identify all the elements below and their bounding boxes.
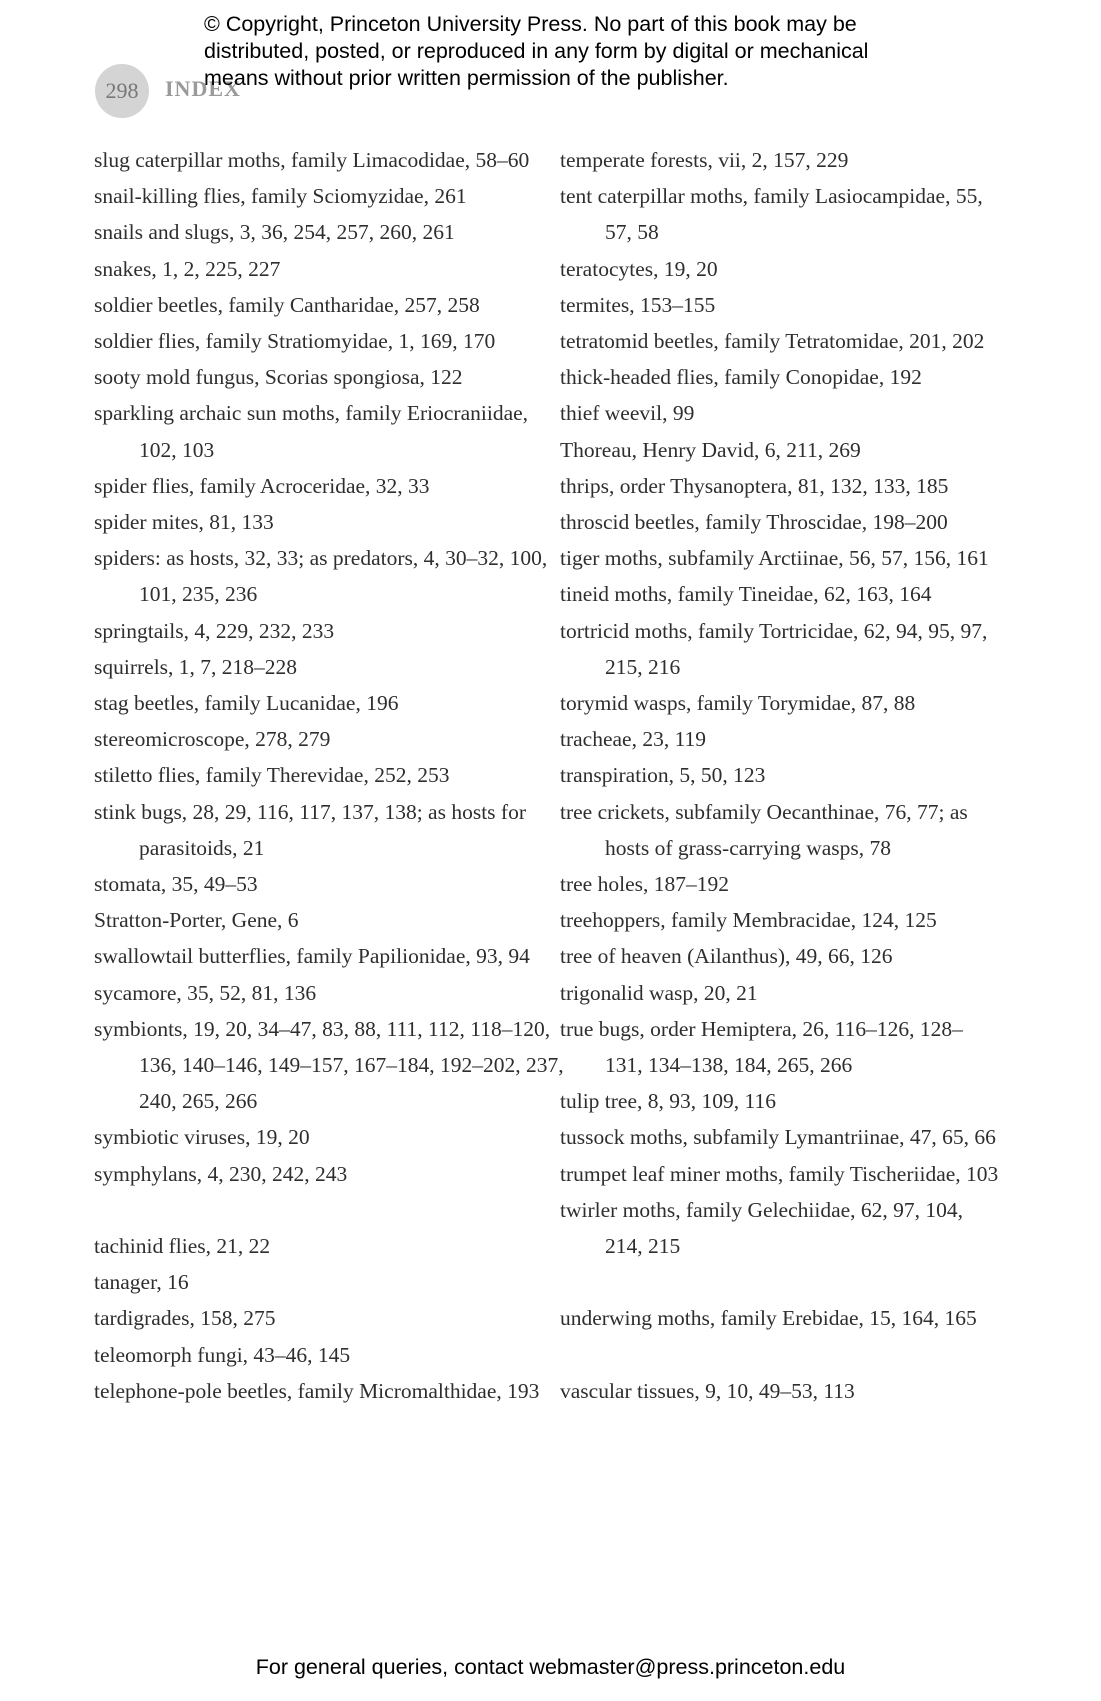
index-entry: squirrels, 1, 7, 218–228	[94, 654, 298, 679]
index-entry: trigonalid wasp, 20, 21	[560, 980, 758, 1005]
index-entry: tussock moths, subfamily Lymantriinae, 47, 65, 66	[560, 1125, 996, 1150]
index-entry: tanager, 16	[94, 1270, 189, 1295]
index-entry: symphylans, 4, 230, 242, 243	[94, 1161, 348, 1186]
index-entry: stag beetles, family Lucanidae, 196	[94, 691, 399, 716]
index-entry: tree holes, 187–192	[560, 872, 729, 897]
index-entry: tineid moths, family Tineidae, 62, 163, 164	[560, 582, 932, 607]
index-entry: symbiotic viruses, 19, 20	[94, 1125, 310, 1150]
index-entry: stomata, 35, 49–53	[94, 872, 258, 897]
index-entry: treehoppers, family Membracidae, 124, 125	[560, 908, 937, 933]
index-entry: tiger moths, subfamily Arctiinae, 56, 57, 156, 161	[560, 546, 989, 571]
index-entry: soldier beetles, family Cantharidae, 257, 258	[94, 292, 480, 317]
index-entry: sooty mold fungus, Scorias spongiosa, 122	[94, 365, 463, 390]
index-entry: spiders: as hosts, 32, 33; as predators, 4, 30–32, 100, 101, 235, 236	[94, 546, 548, 607]
index-entry: springtails, 4, 229, 232, 233	[94, 618, 335, 643]
index-entry: slug caterpillar moths, family Limacodidae, 58–60	[94, 148, 530, 172]
index-entry: teratocytes, 19, 20	[560, 256, 718, 281]
index-entry: tachinid flies, 21, 22	[94, 1234, 271, 1259]
index-entry: swallowtail butterflies, family Papilionidae, 93, 94	[94, 944, 530, 969]
index-entry: sparkling archaic sun moths, family Eriocraniidae, 102, 103	[94, 401, 529, 462]
index-entry: termites, 153–155	[560, 292, 716, 317]
index-entry: soldier flies, family Stratiomyidae, 1, 169, 170	[94, 329, 496, 354]
index-entry: tent caterpillar moths, family Lasiocampidae, 55, 57, 58	[560, 184, 983, 245]
index-entry: symbionts, 19, 20, 34–47, 83, 88, 111, 112, 118–120, 136, 140–146, 149–157, 167–184, 192–202, 237, 240, 265, 266	[94, 1016, 564, 1114]
index-entry: tree crickets, subfamily Oecanthinae, 76, 77; as hosts of grass-carrying wasps, 78	[560, 799, 968, 860]
index-entry: snail-killing flies, family Sciomyzidae, 261	[94, 184, 467, 209]
index-entry: torymid wasps, family Torymidae, 87, 88	[560, 691, 916, 716]
index-entry: Stratton-Porter, Gene, 6	[94, 908, 299, 933]
index-entry: spider flies, family Acroceridae, 32, 33	[94, 473, 430, 498]
index-entry: temperate forests, vii, 2, 157, 229	[560, 148, 849, 172]
index-entry: stiletto flies, family Therevidae, 252, 253	[94, 763, 450, 788]
index-entry: throscid beetles, family Throscidae, 198–200	[560, 510, 948, 535]
index-entry: vascular tissues, 9, 10, 49–53, 113	[560, 1378, 855, 1403]
index-entry: teleomorph fungi, 43–46, 145	[94, 1342, 351, 1367]
index-entry: underwing moths, family Erebidae, 15, 164, 165	[560, 1306, 977, 1331]
index-entry: tetratomid beetles, family Tetratomidae, 201, 202	[560, 329, 985, 354]
copyright-notice: © Copyright, Princeton University Press. No part of this book may be distributed, posted, or reproduced in any form by digital or mechanical means without prior written permission of the publisher.	[204, 12, 869, 90]
index-entry: thief weevil, 99	[560, 401, 695, 426]
section-title: INDEX	[165, 76, 241, 101]
index-entry: tulip tree, 8, 93, 109, 116	[560, 1089, 776, 1114]
index-entry: telephone-pole beetles, family Micromalthidae, 193	[94, 1378, 540, 1403]
letter-gap	[560, 1337, 1000, 1373]
index-entry: true bugs, order Hemiptera, 26, 116–126, 128–131, 134–138, 184, 265, 266	[560, 1016, 963, 1078]
index-entry: stink bugs, 28, 29, 116, 117, 137, 138; as hosts for parasitoids, 21	[94, 799, 526, 860]
index-entry: spider mites, 81, 133	[94, 510, 274, 535]
index-entry: twirler moths, family Gelechiidae, 62, 97, 104, 214, 215	[560, 1197, 964, 1259]
index-entry: tracheae, 23, 119	[560, 727, 707, 752]
index-entry: tardigrades, 158, 275	[94, 1306, 276, 1331]
index-entry: snails and slugs, 3, 36, 254, 257, 260, 261	[94, 220, 455, 245]
index-column-left	[94, 142, 564, 1409]
index-entry: tortricid moths, family Tortricidae, 62, 94, 95, 97, 215, 216	[560, 618, 988, 679]
index-entry: tree of heaven (Ailanthus), 49, 66, 126	[560, 944, 893, 969]
letter-gap	[94, 1192, 564, 1228]
page-number: 298	[95, 64, 149, 118]
index-entry: trumpet leaf miner moths, family Tischeriidae, 103	[560, 1161, 999, 1186]
index-entry: thrips, order Thysanoptera, 81, 132, 133, 185	[560, 473, 949, 498]
index-entry: Thoreau, Henry David, 6, 211, 269	[560, 437, 861, 462]
index-entry: thick-headed flies, family Conopidae, 192	[560, 365, 922, 390]
index-entry: stereomicroscope, 278, 279	[94, 727, 331, 752]
index-entry: transpiration, 5, 50, 123	[560, 763, 766, 788]
letter-gap	[560, 1264, 1000, 1300]
index-column-right	[560, 142, 1000, 1409]
footer-contact: For general queries, contact webmaster@press.princeton.edu	[255, 1655, 846, 1679]
index-entry: sycamore, 35, 52, 81, 136	[94, 980, 317, 1005]
index-entry: snakes, 1, 2, 225, 227	[94, 256, 281, 281]
